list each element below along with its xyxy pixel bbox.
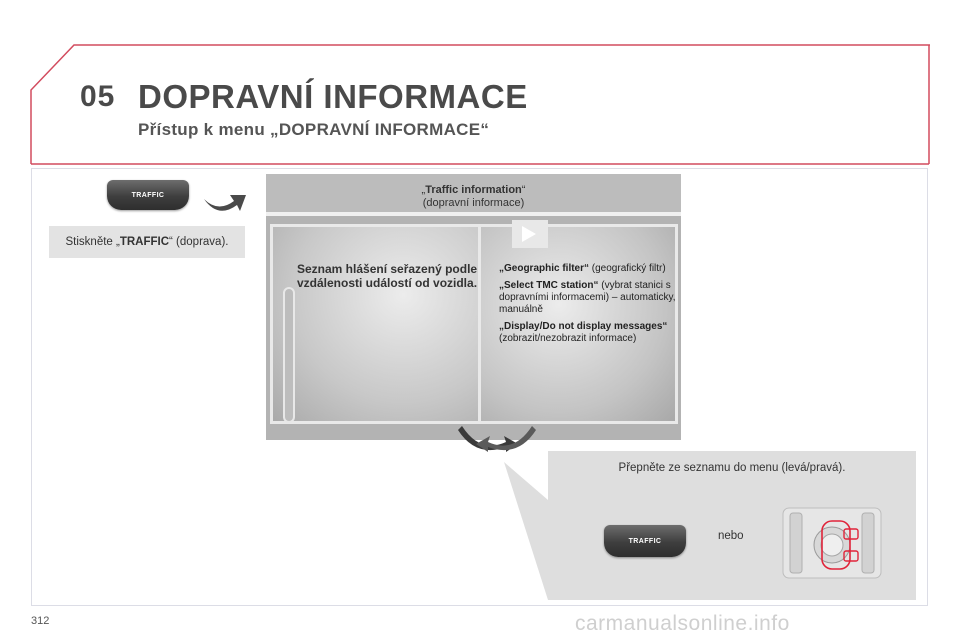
control-knob-icon	[782, 507, 882, 579]
callout-text: Přepněte ze seznamu do menu (levá/pravá).	[618, 462, 846, 474]
curved-arrow-icon	[200, 187, 250, 217]
traffic-button-illustration-2	[604, 525, 686, 557]
menu-panel-items	[499, 263, 681, 350]
screen-divider	[266, 212, 681, 216]
play-icon	[522, 226, 536, 242]
instruction-key: TRAFFIC	[119, 236, 170, 248]
menu-item-display-messages[interactable]: „Display/Do not display messages“ (zobrazit/nezobrazit informace)	[499, 321, 668, 344]
traffic-button-illustration	[107, 180, 189, 210]
menu-panel[interactable]	[478, 224, 678, 424]
watermark: carmanualsonline.info	[575, 612, 790, 635]
menu-item-geographic-filter[interactable]: „Geographic filter“ (geografický filtr)	[499, 263, 666, 274]
traffic-button-label-2: TRAFFIC	[628, 538, 662, 545]
menu-item-select-tmc-station[interactable]: „Select TMC station“ (vybrat stanici s dopravními informacemi) – automaticky, manuálně	[499, 280, 676, 315]
list-panel[interactable]	[270, 224, 513, 424]
screen-header-title-suffix: “	[521, 184, 526, 196]
screen-header-subtitle: (dopravní informace)	[422, 197, 525, 209]
page-subtitle: Přístup k menu „DOPRAVNÍ INFORMACE“	[138, 120, 490, 139]
screen-header-title-prefix: „	[421, 184, 426, 196]
screen-header-title-bold: Traffic information	[425, 184, 522, 196]
instruction-prefix: Stiskněte „	[65, 236, 120, 248]
screen-header	[266, 174, 681, 212]
switch-tab[interactable]	[512, 220, 548, 248]
chapter-number: 05	[80, 80, 116, 113]
screen-header-title	[266, 184, 681, 196]
swap-arrows-icon	[456, 420, 538, 454]
page-number: 312	[31, 615, 50, 627]
or-label: nebo	[718, 530, 744, 542]
list-panel-description: Seznam hlášení seřazený podle vzdálenosti událostí od vozidla.	[297, 262, 478, 290]
display-screen	[266, 174, 681, 440]
scrollbar[interactable]	[283, 287, 295, 423]
instruction-suffix: “ (doprava).	[169, 236, 229, 248]
traffic-button-label: TRAFFIC	[131, 192, 165, 199]
page-title: DOPRAVNÍ INFORMACE	[138, 78, 528, 115]
instruction-box	[49, 226, 245, 258]
